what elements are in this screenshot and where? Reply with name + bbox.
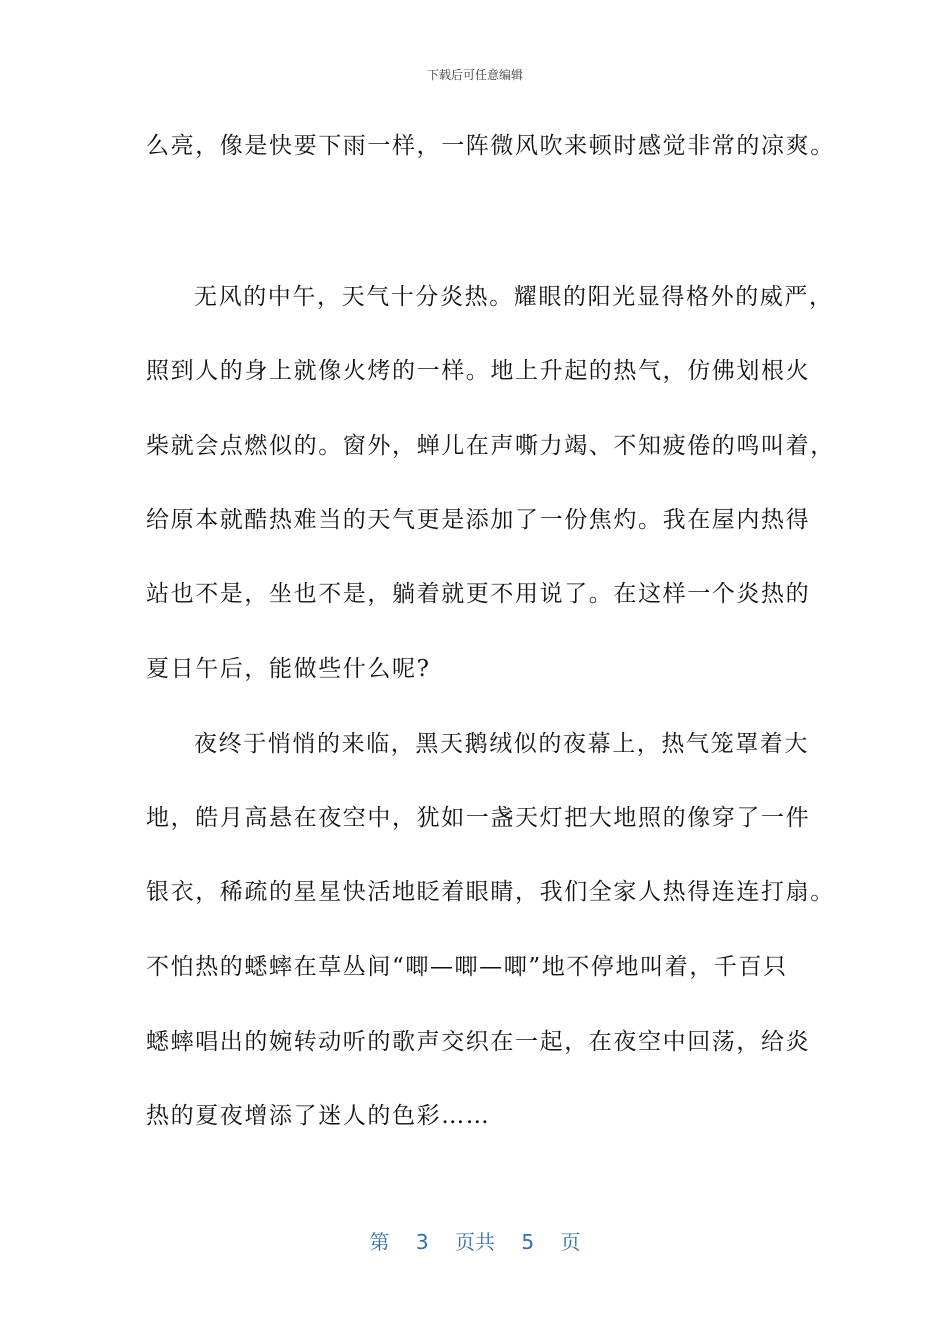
current-page-number: 3 [415,1230,429,1254]
paragraph-line: 蟋蟀唱出的婉转动听的歌声交织在一起，在夜空中回荡，给炎 [146,1029,811,1055]
paragraph-line: 地，皓月高悬在夜空中，犹如一盏天灯把大地照的像穿了一件 [146,805,811,831]
footer-prefix: 第 [369,1230,390,1254]
paragraph-line: 柴就会点燃似的。窗外，蝉儿在声嘶力竭、不知疲倦的鸣叫着， [146,433,835,459]
paragraph-line: 夏日午后，能做些什么呢? [146,656,431,682]
paragraph-line: 给原本就酷热难当的天气更是添加了一份焦灼。我在屋内热得 [146,507,811,533]
paragraph-line: 不怕热的蟋蟀在草丛间“唧—唧—唧”地不停地叫着，千百只 [146,954,788,980]
footer-middle: 页共 [455,1230,495,1254]
paragraph-line: 夜终于悄悄的来临，黑天鹅绒似的夜幕上，热气笼罩着大 [194,731,809,757]
paragraph-line: 热的夏夜增添了迷人的色彩…… [146,1103,491,1129]
paragraph-line: 银衣，稀疏的星星快活地眨着眼睛，我们全家人热得连连打扇。 [146,879,835,905]
footer-suffix: 页 [560,1230,581,1254]
page-footer [0,1226,950,1255]
page-header: 下载后可任意编辑 [426,68,523,82]
paragraph-line: 站也不是，坐也不是，躺着就更不用说了。在这样一个炎热的 [146,581,811,607]
paragraph-line: 么亮，像是快要下雨一样，一阵微风吹来顿时感觉非常的凉爽。 [146,133,835,159]
paragraph-line: 照到人的身上就像火烤的一样。地上升起的热气，仿佛划根火 [146,358,811,384]
paragraph-line: 无风的中午，天气十分炎热。耀眼的阳光显得格外的威严， [194,284,834,310]
total-pages-number: 5 [521,1230,535,1254]
